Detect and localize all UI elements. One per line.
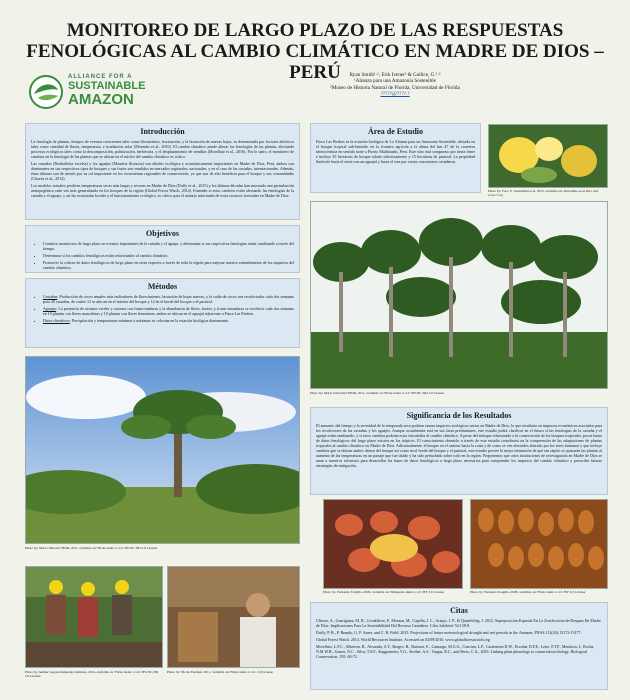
methods-heading: Métodos [147,282,178,291]
brazil-nut-caption: Photo by/ Foto: E. Szendhenn et al. 2015, available on/ disponible en el sitio web www.?.org [488,189,599,197]
aguaje-fruit-photo [323,499,463,589]
study-area-heading: Área de Estudio [368,127,423,136]
man-image [168,567,300,668]
method-item [43,306,294,316]
intro-paragraph: Las castañas (Bertholletia excelsa) y los aguajes (Mauritia flexuosa) son árboles ecológica y económicamente importantes en Madre de Dios, Perú, ambos son dominantes en sus respectivos tipos de bosques y sus frutos son vendidos en mercados regionales, nacionales, y en el caso de las castañas, internacionales. Además, éstas últimas son de interés por su rol importante en los ecosistemas regionales de conservación, ya que son de alto beneficio para el bosque y sus comunidades (Chavez et al., 2012). [31,161,294,181]
palms-image [311,202,608,389]
objective-item: • Determinar si los cambios fenológicos están relacionados al cambio climático. [43,253,294,258]
workers-photo [25,566,163,668]
study-area-section [310,123,481,193]
intro-paragraph: Los modelos actuales predicen temperaturas secas más largas y severas en Madre de Dios (Duffy et al., 2015) y los últimas décadas han mostrado una perturbación antropogénica cada vez más generalizada en los bosques de la región (Global Forest Watch, 2014). Entender si estos cambios están afectando las fenologías de la castaña y el aguaje, y así las economías locales y el funcionamiento ecológico, es crítico para el manejo informado de estos recursos forestales en Madre de Dios. [31,183,294,198]
alliance-logo [28,72,168,112]
significance-text: El aumento del tiempo y la severidad de la temporada seca podrían causar impactos ecológicos serios en Madre de Dios, lo que resultaría en impactos económicos asociados para los recolectores de las castañas y los aguajes. Aunque actualmente está en sus fases preliminares, este estudio podrá clarificar en el futuro si las fenologías de la castaña y el aguaje están cambiando, y si estos cambios podrían estar vinculados al cambio climático. A pesar del enfoque relacionado a la conservación de los bosques tropicales, pocos bases de datos fenológicos del largo plazo existen en los trópicos. El conocimiento obtenido a través de este estudio contribuirá en la comprensión de las adaptaciones de plantas tropicales al cambio climático en Madre de Dios. Adicionalmente, el bosque en el camino hacia la costa y de como se ven afectados alterado por los seres humanos y que incluye cambios que se ubican ambos dentro del bosque así como en el borde del bosque y el pastizal, este estudio provee la mejor estimación de qué tan rápido se ajustarán las plantas al aumento de las temperaturas en un paisaje que fue talado y ha sido perturbado sobre todo en la región. Proponemos que otros instituciones de investigación en Madre de Dios se unan a nuestros esfuerzos para desarrollar las bases de datos fenológicos a largo plazo necesarios para comprender los impactos del cambio climático y prescribir futuras estrategias de mitigación. [316,423,602,468]
brazil-nut-photo [488,124,608,188]
citation-item: Morellato, L.P.C., Alberton, B., Alvarado, S.T., Borges, B., Buisson, E., Camargo, M.G.G., Cancian, L.F., Carstensen D.W., Escobar D.F.E., Leite, P.T.P., Mendoza, I., Rocha, N.M.W.B., Soares, N.C., Silva, T.S.F., Staggemeier, V.G., Streher, A.S., Vargas, B.C., and Peres, C.A., 2016. Linking plant phenology to conservation biology. Biological Conservation, 195: 60-72. [316,644,595,659]
brazil-nut-image [489,125,608,188]
nuts-pile-image [471,500,608,589]
citation-item: Chávez, A., Guariguata, M. R., Cronkleton, P., Menton, M., Capella, J. L., Araujo, J. P., & Quaedvlieg, J. 2012. Superposición Espacial En La Zonificación de Bosques En Madre de Dios: Implicaciones Para La Sostenibilidad Del Recurso Castañero. Cifor Infobrief 54:158-8. [316,618,601,628]
objective-item: • Conducir monitoreos de largo plazo en eventos importantes de la castaña y el aguaje, y determinar si sus respectivas fenologías están cambiando a través del tiempo. [43,241,294,251]
palms-photo [310,201,608,389]
method-label: Castañas [43,294,58,299]
nuts-pile-caption: Photo by/ Fernando Tongilla, 2008, available on/ Flickr under cc-CC BY 2.0 License [470,590,586,594]
method-item [43,294,294,304]
method-text: : Producción de cocos anuales más indicadores de florecimiento, brotación de hojas nuevas, y la caída de cocos son recolectados cada dos semanas para 28 castañas, de cuales 12 se ubican en el interior del bosque y 12 en el borde del bosque o el pastizal. [43,294,294,304]
aguaje-fruit-caption: Photo by/ Fernando Tongilla, 2009, available on/ Wikipedia under cc-CC BY 3.0 License [323,590,445,594]
citations-heading: Citas [450,606,468,615]
method-label: Datos climáticos [43,318,70,323]
method-text: : La presencia de racimos verdes y racimos con frutas maduras y la abundancia de flores, brotes, y frutas inmaduras se recolecta cada dos semanas en 10 plantas con flores masculinas y 10 plantas con flores femeninas, ambas se ubican en el aguajal adyacente a Finca Las Piedras. [43,306,294,316]
email-link[interactable]: ?????@????.? [380,91,410,98]
workers-caption: Photo by/ helmer vargas/wikipedia/commons, 2014, available on/ Flickr under cc-CC BY-NC-ND 2.0 License [25,670,159,678]
man-photo [167,566,300,668]
citation-item: Duffy, P. B., P. Brando, G. P. Asner, and C. B. Field. 2015. Projections of future meteorological drought and wet periods in the Amazon. PNAS 112(43):13172-13177. [316,630,582,635]
method-label: Aguajes [43,306,57,311]
aguaje-fruit-image [324,500,463,589]
method-text: : Precipitación y temperaturas mínimas y máximas se colectan en la estación biológica diariamente. [69,318,230,323]
logo-line-3: AMAZON [68,91,134,108]
affiliation-2: ²Museo de Historia Natural de Florida, Universidad de Florida [330,84,460,91]
title-line-2: FENOLÓGICAS AL CAMBIO CLIMÁTICO EN MADRE DE DIOS – PERÚ [26,41,604,83]
methods-list [31,294,294,323]
affiliation-1: ¹Alianza para una Amazonía Sostenible [354,78,436,85]
significance-section [310,407,608,495]
objectives-section [25,225,300,273]
workers-image [26,567,163,668]
man-caption: Photo by/ Nicola Estefani, 2011, available on/ Flickr under cc-CC 2.0 License [167,670,273,674]
citations-section [310,602,608,690]
intro-paragraph: La fenología de plantas, tiempos de eventos recurrentes tales como floramiento, fructuación, y la brotación de nuevas hojas, es determinada por factores abióticos tales como cantidad de lluvia, temperatura, e irradiacion solar (Montaño et al., 2016). El cambio climático puede alterar las fenologías de las plantas, afectando procesos ecológicos tales como la descomposición, polinización, herbivoría, y el desplazamiento de semillas (Morellato et al., 2016). Por lo tanto, el monitoreo de cambios en la fenología de las plantas que se ubican en el núcleo del cambio climático es crítico. [31,139,294,159]
forest-image [26,357,300,544]
logo-line-2: SUSTAINABLE [68,80,146,92]
study-area-text: Finca Las Piedras es la estación biológica de La Alianza para un Amazonía Sostenible, ubicada en el bosque tropical sub-húmedo en la frontera agrícola a la altura del km 47 de la carretera interoceánica en sentido norte a Puerto Maldonado, Peru. Este sitio está compuesto por tierra firme e incluye 35 hectáreas de bosque talado selectivamente y 15 hectáreas de pastizal. La propiedad limítrofe hacia el oeste con un aguajal y hacia el este por varias concesiones castañeras. [316,139,475,164]
logo-line-1: ALLIANCE FOR A [68,74,133,80]
bird-leaf-icon [28,74,64,110]
nuts-pile-photo [470,499,608,589]
intro-heading: Introducción [140,127,185,136]
methods-section [25,278,300,348]
objectives-list [31,241,294,270]
objectives-heading: Objetivos [146,229,179,238]
intro-section [25,123,300,220]
title-line-1: MONITOREO DE LARGO PLAZO DE LAS RESPUESTAS [66,20,564,41]
authors: Ryan Smith¹·², Erik Ivener² & Gallice, G.¹·² [349,72,441,78]
forest-caption: Photo by/ Marco Simola/CIFOR, 2011, available on/ Flickr under cc-CC BY-NC-ND 2.0 License [25,546,158,550]
authors-block [205,72,585,98]
method-item [43,318,294,323]
palms-caption: Photo by/ Maria Schwabe/CIFOR, 2011, available on/ Flickr under cc-CC BY-NC-ND 2.0 License [310,391,445,395]
objective-item: • Promover la colecta de datos fenológicos de largo plazo en otras especies a través de toda la región para mejorar nuestro entendimiento de los impactos del cambio climático. [43,260,294,270]
citation-item: Global Forest Watch. 2014. World Resources Institute. Accessed on 02/09/2016. www.globalforestwatch.org [316,637,490,642]
forest-photo [25,356,300,544]
significance-heading: Significancia de los Resultados [406,411,512,420]
